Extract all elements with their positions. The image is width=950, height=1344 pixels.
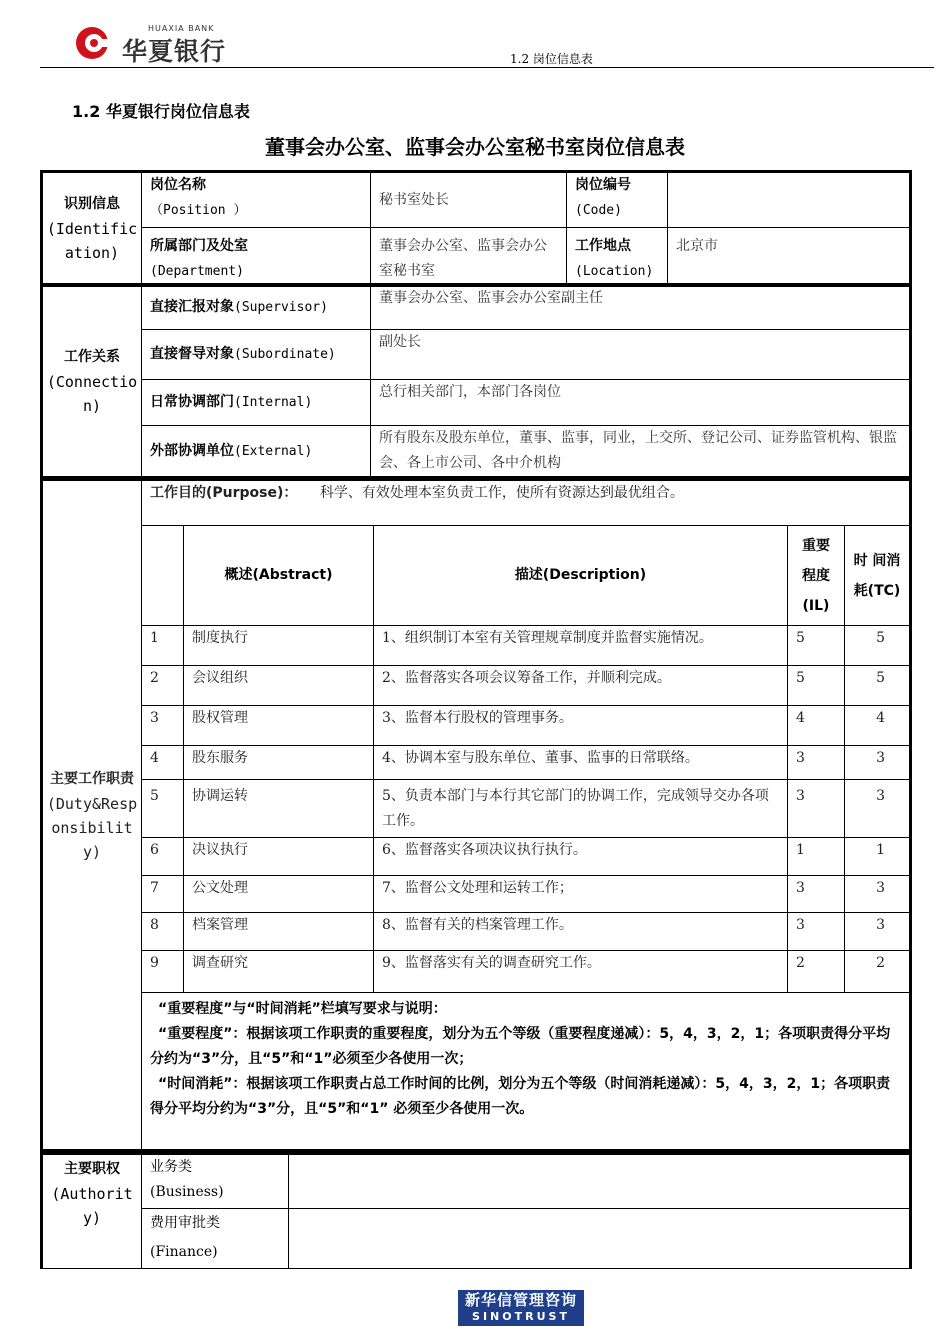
document-title: 董事会办公室、监事会办公室秘书室岗位信息表: [265, 135, 685, 159]
duty-row: 3 股权管理 3、监督本行股权的管理事务。 4 4: [42, 706, 911, 746]
sinotrust-logo: [458, 1290, 584, 1326]
purpose-value: 科学、有效处理本室负责工作，使所有资源达到最优组合。: [319, 485, 684, 501]
identification-category: 识别信息 (Identification): [42, 172, 142, 286]
relations-category: 工作关系 (Connection): [42, 285, 142, 478]
footer-logo-en: SINOTRUST: [472, 1310, 570, 1323]
position-label: 岗位名称 （Position ）: [142, 172, 371, 228]
supervisor-value: 董事会办公室、监事会办公室副主任: [371, 285, 911, 330]
duties-category: 主要工作职责 (Duty&Responsibility): [42, 480, 142, 1151]
duties-table: [40, 478, 912, 1152]
notes-importance: “重要程度”：根据该项工作职责的重要程度，划分为五个等级（重要程度递减）：5，4，3，2，1；各项职责得分平均分约为“3”分，且“5”和“1”必须至少各使用一次；: [150, 1026, 891, 1067]
duty-row: 5 协调运转 5、负责本部门与本行其它部门的协调工作，完成领导交办各项工作。 3 3: [42, 780, 911, 838]
identification-table: [40, 170, 912, 287]
duty-row: 9 调查研究 9、监督落实有关的调查研究工作。 2 2: [42, 951, 911, 993]
external-label: 外部协调单位(External): [142, 426, 371, 478]
business-label: 业务类 (Business): [142, 1154, 289, 1209]
notes-title: “重要程度”与“时间消耗”栏填写要求与说明：: [158, 1001, 447, 1017]
bank-name-en: HUAXIA BANK: [148, 24, 215, 33]
col-il-header: 重要程度(IL): [788, 526, 845, 626]
bank-name-cn: 华夏银行: [122, 37, 227, 66]
huaxia-bank-logo-icon: [72, 22, 112, 62]
internal-label: 日常协调部门(Internal): [142, 380, 371, 426]
authority-table: [40, 1152, 912, 1269]
footer-logo-cn: 新华信管理咨询: [464, 1291, 577, 1309]
finance-label: 费用审批类 (Finance): [142, 1209, 289, 1269]
code-label: 岗位编号 (Code): [567, 172, 668, 228]
finance-value: [289, 1209, 911, 1269]
code-value: [668, 172, 911, 228]
business-value: [289, 1154, 911, 1209]
position-value: 秘书室处长: [371, 172, 567, 228]
col-no-header: [142, 526, 184, 626]
department-value: 董事会办公室、监事会办公室秘书室: [371, 228, 567, 286]
notes-time: “时间消耗”：根据该项工作职责占总工作时间的比例，划分为五个等级（时间消耗递减）：5，4，3，2，1；各项职责得分平均分约为“3”分，且“5”和“1” 必须至少各使用一次。: [150, 1076, 891, 1117]
internal-value: 总行相关部门，本部门各岗位: [371, 380, 911, 426]
rating-notes: [142, 993, 911, 1151]
header-divider: [40, 67, 934, 68]
duty-row: 2 会议组织 2、监督落实各项会议筹备工作，并顺利完成。 5 5: [42, 666, 911, 706]
col-description-header: 描述(Description): [374, 526, 788, 626]
authority-category: 主要职权 (Authority): [42, 1154, 142, 1269]
duty-row: 4 股东服务 4、协调本室与股东单位、董事、监事的日常联络。 3 3: [42, 746, 911, 780]
external-value: 所有股东及股东单位，董事、监事，同业，上交所、登记公司、证券监管机构、银监会、各上市公司、各中介机构: [371, 426, 911, 478]
col-abstract-header: 概述(Abstract): [184, 526, 374, 626]
subordinate-label: 直接督导对象(Subordinate): [142, 330, 371, 380]
duty-row: 7 公文处理 7、监督公文处理和运转工作； 3 3: [42, 876, 911, 913]
duty-row: 8 档案管理 8、监督有关的档案管理工作。 3 3: [42, 913, 911, 951]
relations-table: [40, 283, 912, 479]
purpose-label: 工作目的(Purpose)：: [150, 485, 298, 501]
col-tc-header: 时 间消 耗(TC): [845, 526, 911, 626]
department-label: 所属部门及处室 (Department): [142, 228, 371, 286]
location-value: 北京市: [668, 228, 911, 286]
section-heading: 1.2 华夏银行岗位信息表: [72, 102, 250, 121]
header-section-label: 1.2 岗位信息表: [510, 52, 593, 66]
location-label: 工作地点 (Location): [567, 228, 668, 286]
subordinate-value: 副处长: [371, 330, 911, 380]
supervisor-label: 直接汇报对象(Supervisor): [142, 285, 371, 330]
purpose-row: [142, 480, 911, 526]
duty-row: 6 决议执行 6、监督落实各项决议执行执行。 1 1: [42, 838, 911, 876]
duty-row: 1 制度执行 1、组织制订本室有关管理规章制度并监督实施情况。 5 5: [42, 626, 911, 666]
